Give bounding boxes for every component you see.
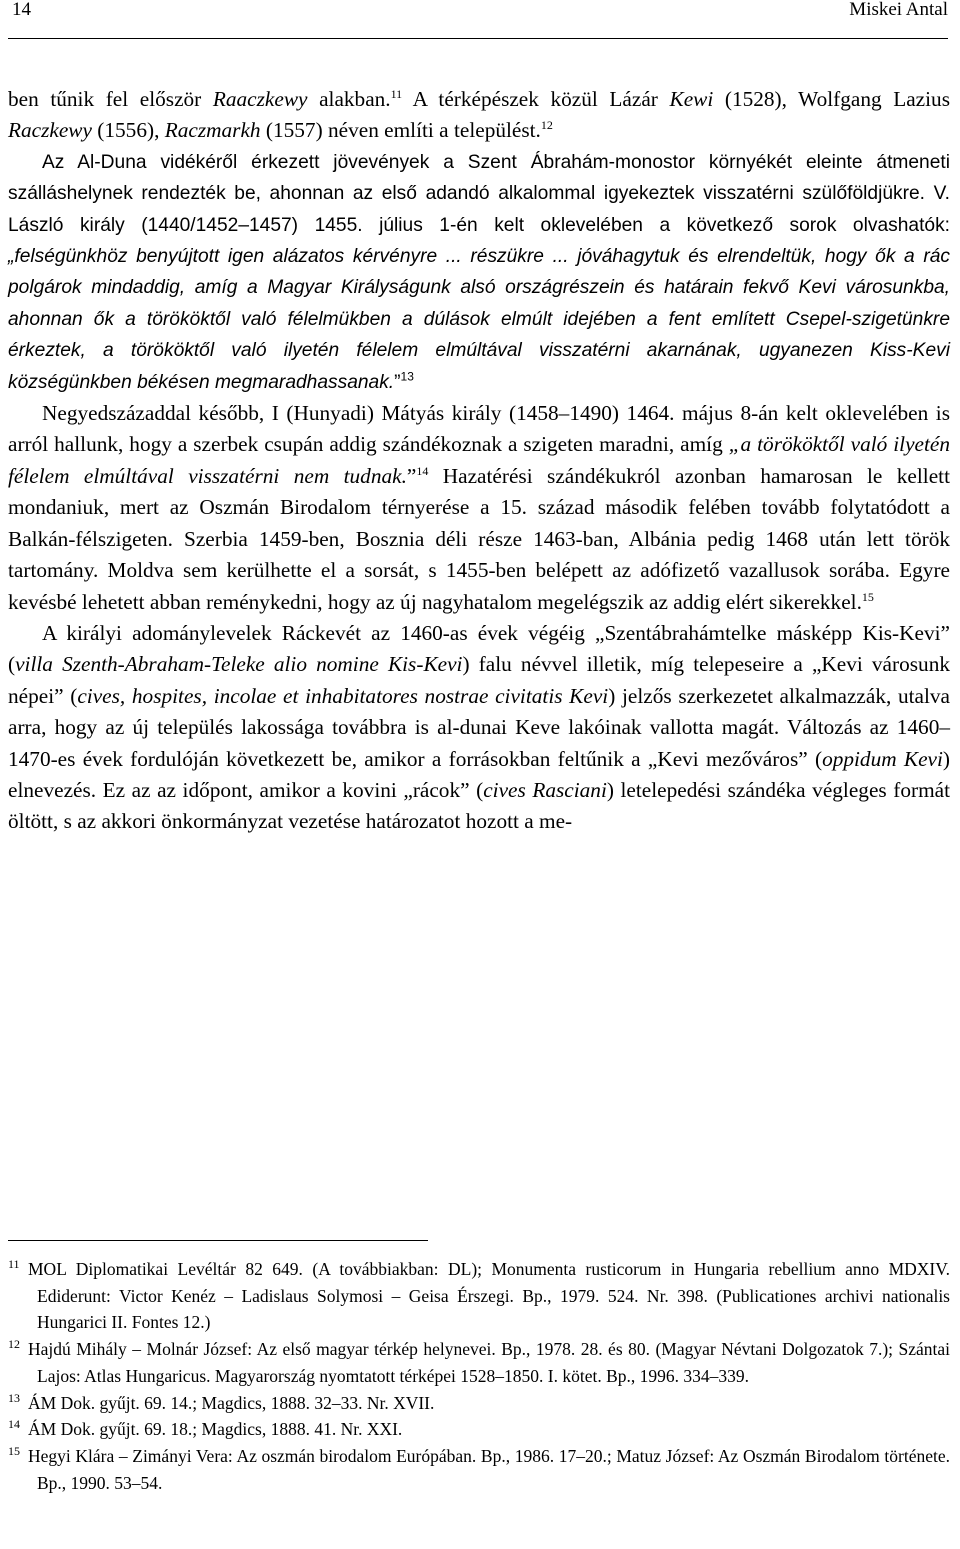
footnote-ref[interactable]: 12 [540, 118, 553, 133]
paragraph-1 [8, 84, 950, 147]
text-run: Hazatérési szándékukról azonban hamarosan le kellett mondaniuk, mert az Oszmán Birodalom térnyerése a 15. század második felében tovább folytatódott a Balkán-félszigeten. Szerbia 1459-ben, Bosznia déli része 1463-ban, Albánia pedig 1468 után lett török tartomány. Moldva sem kerülhette el a sorsát, s 1455-ben belépett az adófizető vazallusok sorába. Egyre kevésbé lehetett abban reménykedni, hogy az új nagyhatalom megelégszik az addig elért sikerekkel. [8, 463, 951, 614]
italic-run: Raczkewy [8, 118, 92, 143]
footnote-text: Hajdú Mihály – Molnár József: Az első magyar térkép helynevei. Bp., 1978. 28. és 80. (Magyar Névtani Dolgozatok 7.); Szántai Lajos: Atlas Hungaricus. Magyarország nyomtatott térképei 1528–1850. I. kötet. Bp., 1996. 334–339. [28, 1339, 950, 1386]
text-run: ) elnevezés. Ez az az időpont, amikor a kovini „rácok” ( [8, 746, 950, 802]
footnotes [8, 1256, 950, 1496]
footnote: 14 ÁM Dok. gyűjt. 69. 18.; Magdics, 1888. 41. Nr. XXI. [8, 1417, 403, 1440]
italic-run: villa Szenth-Abraham-Teleke alio nomine Kis-Kevi [15, 652, 463, 677]
italic-run: Raaczkewy [212, 87, 308, 111]
italic-run: Raczmarkh [164, 118, 261, 143]
footnote: 12 Hajdú Mihály – Molnár József: Az első magyar térkép helynevei. Bp., 1978. 28. és 80. (Magyar Névtani Dolgozatok 7.); Szántai Lajos: Atlas Hungaricus. Magyarország nyomtatott térképei 1528–1850. I. kötet. Bp., 1996. 334–339. [8, 1337, 950, 1386]
italic-run: cives, hospites, incolae et inhabitatores nostrae civitatis Kevi [77, 683, 609, 708]
footnote-text: ÁM Dok. gyűjt. 69. 14.; Magdics, 1888. 32–33. Nr. XVII. [28, 1392, 435, 1413]
footnote-text: ÁM Dok. gyűjt. 69. 18.; Magdics, 1888. 41. Nr. XXI. [28, 1419, 403, 1440]
quotation: „felségünkhöz benyújtott igen alázatos kérvényre ... részükre ... jóváhagytuk és elrendeltük, hogy ők a rác polgárok mindaddig, amíg a Magyar Királyságunk alsó országrészein és határain fekvő Kevi városunkba, ahonnan ők a törököktől való félelmükben a dúlások elmúlt idejében a fent említett Csepel-szigetünkre érkeztek, a törököktől való ilyetén félelem elmúltával visszatérni akarnának, ugyanezen Kiss-Kevi községünkben békésen megmaradhassanak. [8, 246, 950, 393]
text-run: A királyi adománylevelek Ráckevét az 1460-as évek végéig „Szentábrahámtelke másképp Kis-Kevi” ( [8, 620, 950, 677]
footnote-text: Hegyi Klára – Zimányi Vera: Az oszmán birodalom Európában. Bp., 1986. 17–20.; Matuz József: Az Oszmán Birodalom története. Bp., 1990. 53–54. [28, 1445, 950, 1493]
italic-run: oppidum Kevi [822, 746, 943, 771]
paragraph-4 [8, 618, 950, 838]
text-run: Negyedszázaddal később, I (Hunyadi) Mátyás király (1458–1490) 1464. május 8-án kelt oklevelében is arról hallunk, hogy a szerbek csupán addig szándékoznak a szigeten maradni, amíg [8, 401, 950, 457]
text-run: ) jelzős szerkezetet alkalmazzák, utalva arra, hogy az új település lakossága továbbra is al-dunai Keve lakóinak vallotta magát. Változás az 1460–1470-es évek fordulóján következett be, amikor a forrásokban feltűnik a „Kevi mezőváros” ( [8, 683, 950, 771]
footnote-separator [8, 1240, 428, 1241]
text-run: Az Al-Duna vidékéről érkezett jövevények a Szent Ábrahám-monostor környékét eleinte átmeneti szálláshelynek rendezték be, ahonnan az első adandó alkalommal igyekeztek visszatérni szülőföldjükre. V. László király (1440/1452–1457) 1455. július 1-én kelt oklevelében a következő sorok olvashatók: [8, 151, 950, 236]
text-run: ) letelepedési szándéka végleges formát öltött, s az akkori önkormányzat vezetése határozatot hozott a me- [8, 777, 951, 834]
footnote: 11 MOL Diplomatikai Levéltár 82 649. (A továbbiakban: DL); Monumenta rusticorum in Hungaria rebellium anno MDXIV. Ediderunt: Victor Kenéz – Ladislaus Solymosi – Geisa Érszegi. Bp., 1979. 524. Nr. 398. (Publicationes archivi nationalis Hungarici II. Fontes 12.) [8, 1257, 950, 1333]
text-run: (1556), [91, 118, 165, 143]
header-rule [8, 38, 948, 39]
text-run: (1557) néven említi a települést. [260, 118, 541, 143]
text-run: ) falu névvel illetik, míg telepeseire a „Kevi városunk népei” ( [8, 652, 950, 708]
main-text [8, 84, 950, 838]
footnote-ref[interactable]: 13 [400, 369, 414, 384]
footnote: 13 ÁM Dok. gyűjt. 69. 14.; Magdics, 1888. 32–33. Nr. XVII. [8, 1390, 435, 1413]
page-number: 14 [12, 0, 31, 20]
footnote-ref[interactable]: 11 [390, 86, 403, 101]
text-run: ” [406, 463, 417, 488]
italic-run: Kewi [669, 87, 714, 111]
paragraph-2 [8, 147, 950, 398]
text-run: (1528), Wolfgang Lazius [713, 87, 950, 111]
footnote-text: MOL Diplomatikai Levéltár 82 649. (A továbbiakban: DL); Monumenta rusticorum in Hungaria rebellium anno MDXIV. Ediderunt: Victor Kenéz – Ladislaus Solymosi – Geisa Érszegi. Bp., 1979. 524. Nr. 398. (Publicationes archivi nationalis Hungarici II. Fontes 12.) [28, 1259, 950, 1333]
quotation: „a törököktől való ilyetén félelem elmúltával visszatérni nem tudnak. [8, 432, 950, 488]
text-run: ” [394, 371, 401, 393]
text-run: A térképészek közül Lázár [402, 87, 670, 111]
footnote-ref[interactable]: 14 [416, 463, 429, 478]
paragraph-3 [8, 398, 950, 618]
italic-run: cives Rasciani [483, 777, 607, 802]
text-run: ben tűnik fel először [8, 87, 213, 111]
footnote-ref[interactable]: 15 [861, 589, 874, 604]
text-run: alakban. [307, 87, 391, 111]
running-head-author: Miskei Antal [849, 0, 948, 20]
footnote: 15 Hegyi Klára – Zimányi Vera: Az oszmán birodalom Európában. Bp., 1986. 17–20.; Matuz József: Az Oszmán Birodalom története. Bp., 1990. 53–54. [8, 1444, 950, 1493]
page-header [8, 0, 948, 38]
